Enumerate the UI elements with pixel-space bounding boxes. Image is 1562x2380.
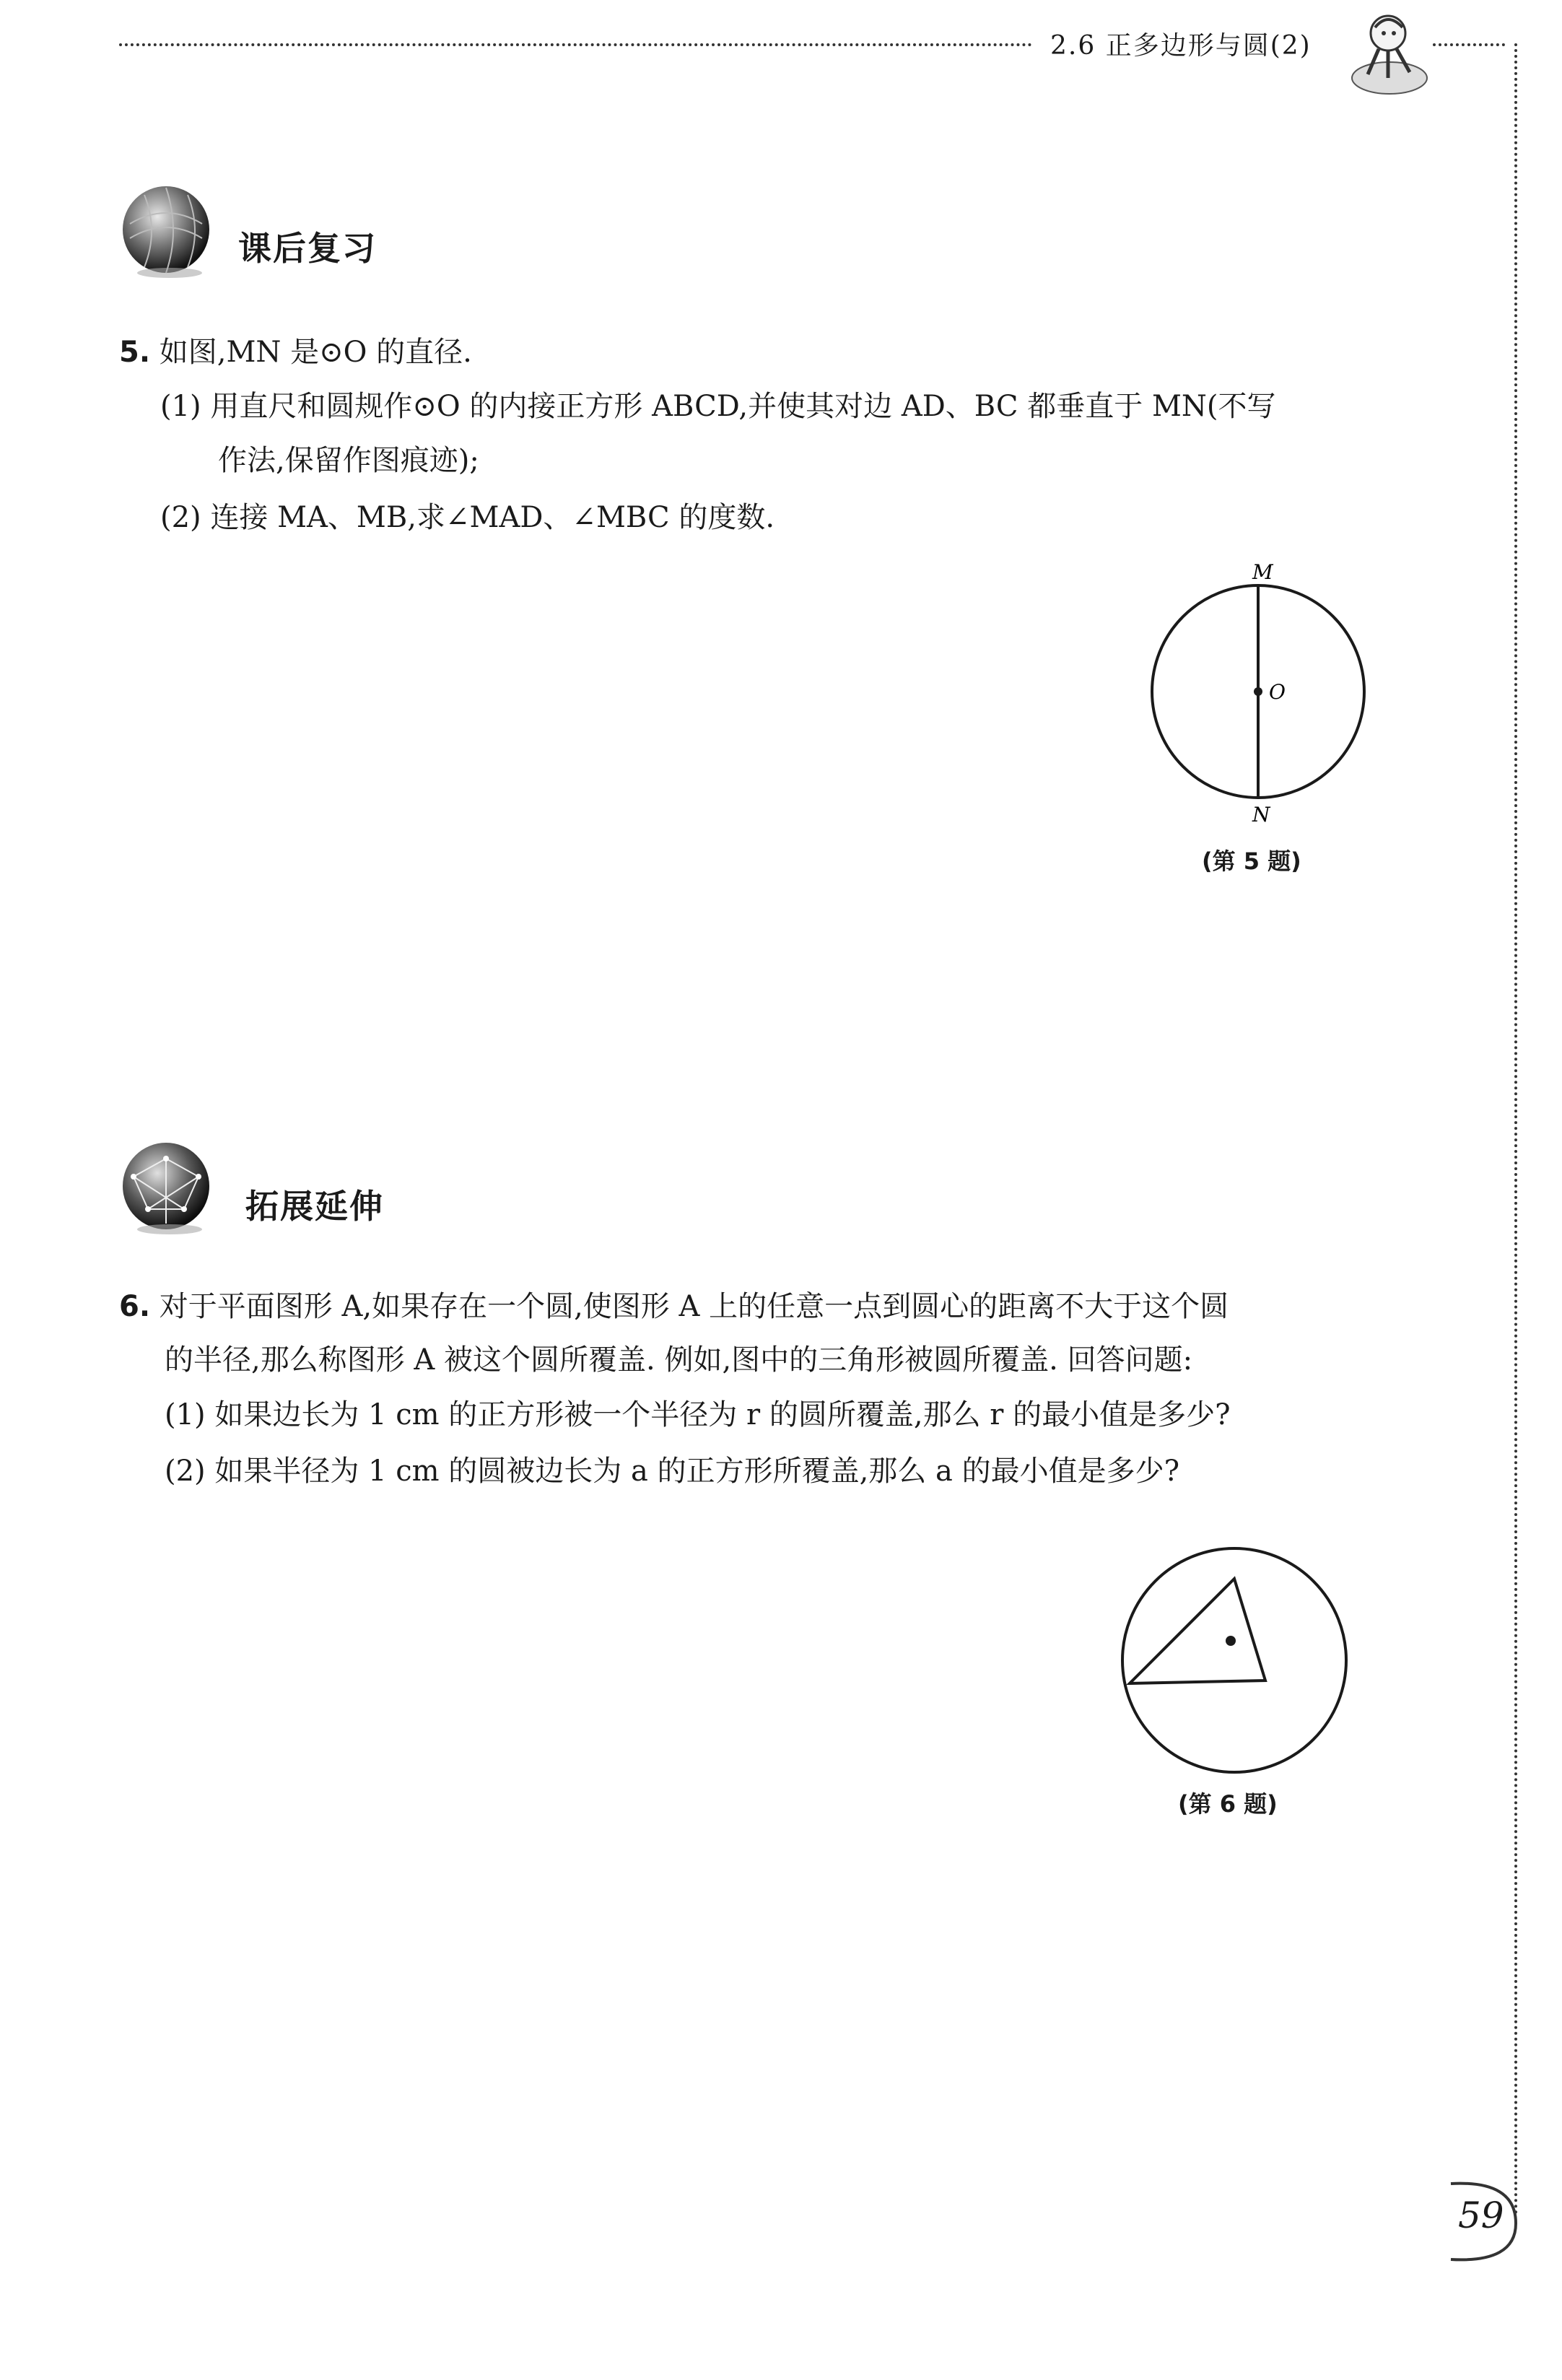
label-o: O: [1269, 680, 1286, 704]
q6-stem-text: 对于平面图形 A,如果存在一个圆,使图形 A 上的任意一点到圆心的距离不大于这个圆: [159, 1290, 1229, 1323]
q5-stem-text: 如图,MN 是⊙O 的直径.: [159, 336, 472, 369]
network-globe-icon: [115, 1137, 217, 1238]
q5-part1-line2: 作法,保留作图痕迹);: [218, 444, 479, 477]
header-dotted-rule-right: [1433, 43, 1505, 46]
q6-part2: (2) 如果半径为 1 cm 的圆被边长为 a 的正方形所覆盖,那么 a 的最小值是多少?: [165, 1455, 1180, 1488]
q6-part1: (1) 如果边长为 1 cm 的正方形被一个半径为 r 的圆所覆盖,那么 r 的最小值是多少?: [165, 1398, 1231, 1431]
header-dotted-rule: [119, 43, 1032, 46]
globe-icon: [115, 180, 217, 282]
q6-number: 6.: [119, 1290, 151, 1323]
q5-part2: (2) 连接 MA、MB,求∠MAD、∠MBC 的度数.: [160, 501, 775, 534]
figure-5-caption: (第 5 题): [1202, 847, 1301, 875]
q6-stem-line1: [119, 1292, 1229, 1321]
q6-stem-line2: 的半径,那么称图形 A 被这个圆所覆盖. 例如,图中的三角形被圆所覆盖. 回答问题:: [165, 1343, 1193, 1377]
label-n: N: [1252, 803, 1270, 827]
q5-part1-line1: (1) 用直尺和圆规作⊙O 的内接正方形 ABCD,并使其对边 AD、BC 都垂直于 MN(不写: [160, 390, 1276, 423]
mascot-icon: [1346, 6, 1429, 100]
section-title-review: 课后复习: [238, 229, 377, 268]
q5-number: 5.: [119, 336, 151, 369]
label-m: M: [1252, 563, 1273, 584]
figure-6-caption: (第 6 题): [1178, 1790, 1278, 1818]
header-section-title: 2.6 正多边形与圆(2): [1050, 31, 1312, 61]
section-title-extension: 拓展延伸: [245, 1187, 384, 1226]
figure-6-triangle-in-circle: [1115, 1545, 1353, 1776]
q5-stem: [119, 338, 472, 367]
right-margin-dotted-rule: [1514, 43, 1517, 2216]
figure-5-circle-diagram: [1140, 563, 1371, 830]
page-number: 59: [1458, 2194, 1504, 2236]
